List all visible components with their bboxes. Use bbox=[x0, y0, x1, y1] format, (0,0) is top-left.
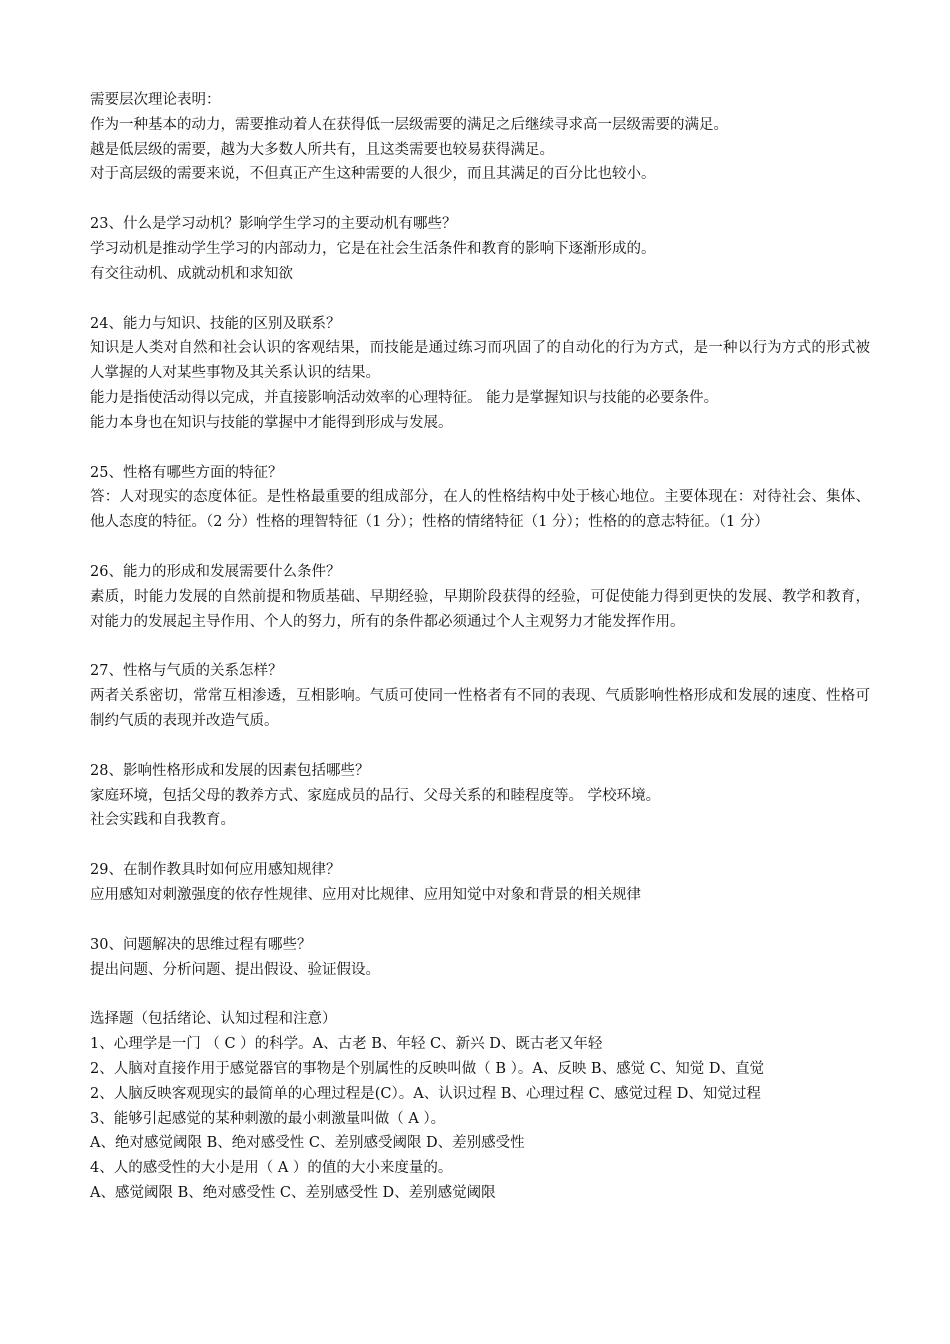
intro-section bbox=[90, 88, 870, 187]
question-heading: 25、性格有哪些方面的特征？ bbox=[90, 464, 283, 481]
answer-text: 知识是人类对自然和社会认识的客观结果，而技能是通过练习而巩固了的自动化的行为方式，是一种以行为方式的形式被人掌握的人对某些事物及其关系认识的结果。 bbox=[90, 340, 870, 382]
qa-item-26 bbox=[90, 560, 870, 634]
choice-options: A、感觉阈限 B、绝对感受性 C、差别感受性 D、差别感觉阈限 bbox=[90, 1184, 496, 1201]
question-heading: 24、能力与知识、技能的区别及联系？ bbox=[90, 315, 341, 332]
answer-text: 提出问题、分析问题、提出假设、验证假设。 bbox=[90, 961, 380, 978]
answer-text: 社会实践和自我教育。 bbox=[90, 812, 235, 829]
answer-text: 素质，时能力发展的自然前提和物质基础、早期经验，早期阶段获得的经验，可促使能力得到更快的发展、教学和教育，对能力的发展起主导作用、个人的努力，所有的条件都必须通过个人主观努力才能发挥作用。 bbox=[90, 588, 870, 630]
choice-options: A、绝对感觉阈限 B、绝对感受性 C、差别感受阈限 D、差别感受性 bbox=[90, 1135, 525, 1152]
question-heading: 29、在制作教具时如何应用感知规律？ bbox=[90, 862, 341, 879]
answer-text: 学习动机是推动学生学习的内部动力，它是在社会生活条件和教育的影响下逐渐形成的。 bbox=[90, 240, 656, 257]
choice-question: 1、心理学是一门 （ C ）的科学。A、古老 B、年轻 C、新兴 D、既古老又年轻 bbox=[90, 1036, 603, 1053]
answer-text: 两者关系密切，常常互相渗透，互相影响。气质可使同一性格者有不同的表现、气质影响性格形成和发展的速度、性格可制约气质的表现并改造气质。 bbox=[90, 688, 870, 729]
intro-line: 对于高层级的需要来说，不但真正产生这种需要的人很少，而且其满足的百分比也较小。 bbox=[90, 166, 656, 183]
answer-text: 能力本身也在知识与技能的掌握中才能得到形成与发展。 bbox=[90, 414, 453, 431]
answer-text: 应用感知对刺激强度的依存性规律、应用对比规律、应用知觉中对象和背景的相关规律 bbox=[90, 886, 641, 903]
qa-item-27 bbox=[90, 659, 870, 733]
choice-question: 3、能够引起感觉的某种刺激的最小刺激量叫做（ A ）。 bbox=[90, 1110, 446, 1127]
intro-line: 需要层次理论表明： bbox=[90, 92, 221, 108]
qa-item-28 bbox=[90, 759, 870, 833]
answer-text: 能力是指使活动得以完成，并直接影响活动效率的心理特征。 能力是掌握知识与技能的必要条件。 bbox=[90, 389, 719, 406]
qa-item-30 bbox=[90, 933, 870, 983]
answer-text: 答：人对现实的态度体征。是性格最重要的组成部分，在人的性格结构中处于核心地位。主要体现在：对待社会、集体、他人态度的特征。（2 分）性格的理智特征（1 分）；性格的情绪特征（1 分）；性格的的意志特征。（1 分） bbox=[90, 489, 870, 531]
section-heading: 选择题（包括绪论、认知过程和注意） bbox=[90, 1011, 337, 1028]
answer-text: 家庭环境，包括父母的教养方式、家庭成员的品行、父母关系的和睦程度等。 学校环境。 bbox=[90, 787, 661, 804]
qa-item-23 bbox=[90, 212, 870, 286]
question-heading: 30、问题解决的思维过程有哪些？ bbox=[90, 936, 312, 953]
qa-item-24 bbox=[90, 312, 870, 436]
question-heading: 23、什么是学习动机？影响学生学习的主要动机有哪些？ bbox=[90, 216, 457, 233]
question-heading: 26、能力的形成和发展需要什么条件？ bbox=[90, 563, 341, 580]
choice-question: 2、人脑对直接作用于感觉器官的事物是个别属性的反映叫做（ B ）。A、反映 B、感觉 C、知觉 D、直觉 bbox=[90, 1060, 765, 1077]
choice-question: 4、人的感受性的大小是用（ A ）的值的大小来度量的。 bbox=[90, 1160, 453, 1177]
intro-line: 越是低层级的需要，越为大多数人所共有，且这类需要也较易获得满足。 bbox=[90, 141, 554, 158]
qa-item-25 bbox=[90, 461, 870, 535]
question-heading: 28、影响性格形成和发展的因素包括哪些？ bbox=[90, 762, 370, 779]
choice-question: 2、人脑反映客观现实的最简单的心理过程是(C）。A、认识过程 B、心理过程 C、感觉过程 D、知觉过程 bbox=[90, 1085, 761, 1102]
question-heading: 27、性格与气质的关系怎样？ bbox=[90, 663, 283, 680]
answer-text: 有交往动机、成就动机和求知欲 bbox=[90, 265, 293, 282]
choice-section bbox=[90, 1007, 870, 1205]
document-page bbox=[90, 88, 870, 1206]
qa-item-29 bbox=[90, 858, 870, 908]
intro-line: 作为一种基本的动力，需要推动着人在获得低一层级需要的满足之后继续寻求高一层级需要的满足。 bbox=[90, 116, 728, 133]
